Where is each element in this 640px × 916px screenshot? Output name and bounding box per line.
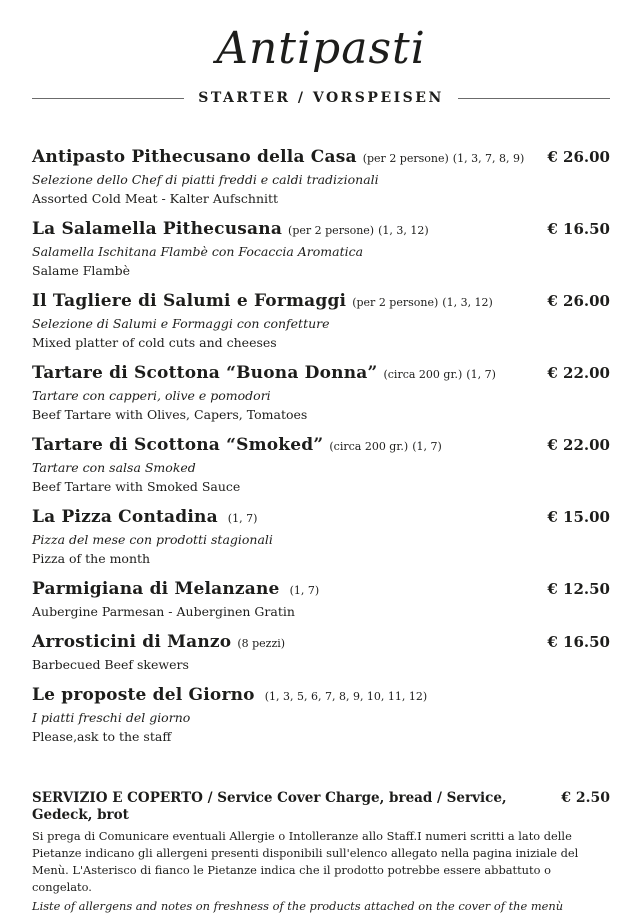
item-allergens: (1, 7) (412, 440, 442, 453)
item-price: € 26.00 (547, 148, 610, 166)
menu-item (32, 631, 610, 672)
item-description-italian: Tartare con capperi, olive e pomodori (32, 388, 271, 403)
item-description-italian: Selezione di Salumi e Formaggi con confetture (32, 316, 330, 331)
menu-item (32, 506, 610, 566)
item-head (32, 631, 610, 653)
item-notes (383, 368, 495, 381)
section-subtitle-row (32, 90, 610, 106)
item-head (32, 506, 610, 528)
page-title: Antipasti (216, 23, 426, 74)
item-description-italian: Salamella Ischitana Flambè con Focaccia Aromatica (32, 244, 364, 259)
item-description-italian: Selezione dello Chef di piatti freddi e caldi tradizionali (32, 172, 379, 187)
item-price: € 26.00 (547, 292, 610, 310)
item-price: € 22.00 (547, 436, 610, 454)
item-notes (363, 152, 525, 165)
item-description-italian: Pizza del mese con prodotti stagionali (32, 532, 273, 547)
item-allergens: (1, 3, 5, 6, 7, 8, 9, 10, 11, 12) (264, 690, 428, 703)
item-name: Tartare di Scottona “Buona Donna” (32, 363, 378, 383)
item-name: Parmigiana di Melanzane (32, 579, 280, 599)
item-head (32, 362, 610, 384)
item-description-english: Beef Tartare with Smoked Sauce (32, 479, 241, 494)
menu-item (32, 578, 610, 619)
item-notes (329, 440, 441, 453)
item-name: Arrosticini di Manzo (32, 632, 232, 652)
divider-line-right (458, 98, 610, 99)
item-portion: (per 2 persone) (362, 152, 449, 165)
item-description-english: Beef Tartare with Olives, Capers, Tomatoes (32, 407, 308, 422)
item-head (32, 146, 610, 168)
item-notes (224, 512, 258, 525)
item-allergens: (1, 7) (466, 368, 496, 381)
item-head (32, 290, 610, 312)
divider-line-left (32, 98, 184, 99)
item-head (32, 434, 610, 456)
item-notes (288, 224, 429, 237)
footer-service-line: SERVIZIO E COPERTO / Service Cover Charge, bread / Service, Gedeck, brot (32, 790, 507, 823)
item-description-italian: I piatti freschi del giorno (32, 710, 191, 725)
item-description-italian: Tartare con salsa Smoked (32, 460, 196, 475)
item-portion: (per 2 persone) (352, 296, 439, 309)
item-notes (286, 584, 320, 597)
item-name: La Salamella Pithecusana (32, 219, 283, 239)
footer-note-english: Liste of allergens and notes on freshness of the products attached on the cover of the menù (32, 899, 564, 914)
menu-item-list (32, 146, 610, 744)
item-description-english: Aubergine Parmesan - Auberginen Gratin (32, 604, 295, 619)
item-portion: (8 pezzi) (237, 637, 286, 650)
item-head (32, 218, 610, 240)
item-name: Le proposte del Giorno (32, 685, 255, 705)
footer-head (32, 790, 610, 824)
item-name: La Pizza Contadina (32, 507, 218, 527)
item-name: Tartare di Scottona “Smoked” (32, 435, 324, 455)
item-allergens: (1, 3, 12) (378, 224, 429, 237)
item-price: € 12.50 (547, 580, 610, 598)
item-allergens: (1, 3, 12) (442, 296, 493, 309)
item-portion: (per 2 persone) (288, 224, 375, 237)
item-allergens: (1, 7) (289, 584, 320, 597)
item-price: € 16.50 (547, 633, 610, 651)
item-description-english: Please,ask to the staff (32, 729, 172, 744)
menu-item (32, 434, 610, 494)
menu-item (32, 146, 610, 206)
item-head (32, 684, 610, 706)
item-description-english: Pizza of the month (32, 551, 151, 566)
item-notes (261, 690, 428, 703)
item-notes (352, 296, 493, 309)
menu-item (32, 684, 610, 744)
item-price: € 15.00 (547, 508, 610, 526)
item-description-english: Barbecued Beef skewers (32, 657, 189, 672)
item-allergens: (1, 7) (227, 512, 258, 525)
item-portion: (circa 200 gr.) (329, 440, 409, 453)
menu-item (32, 362, 610, 422)
item-name: Il Tagliere di Salumi e Formaggi (32, 291, 347, 311)
item-description-english: Salame Flambè (32, 263, 131, 278)
item-notes (237, 637, 289, 650)
item-head (32, 578, 610, 600)
item-allergens: (1, 3, 7, 8, 9) (452, 152, 525, 165)
menu-item (32, 218, 610, 278)
menu-item (32, 290, 610, 350)
section-subtitle: STARTER / VORSPEISEN (198, 90, 444, 106)
item-price: € 22.00 (547, 364, 610, 382)
item-price: € 16.50 (547, 220, 610, 238)
service-footer (32, 790, 610, 916)
item-description-english: Mixed platter of cold cuts and cheeses (32, 335, 277, 350)
footer-service-price: € 2.50 (561, 790, 610, 806)
footer-note-italian: Si prega di Comunicare eventuali Allergie o Intolleranze allo Staff.I numeri scritti a lato delle Pietanze indicano gli allergeni presenti disponibili sull'elenco allegato nella pagina iniziale del Menù. L'Asterisco di fianco le Pietanze indica che il prodotto potrebbe essere abbattuto o congelato. (32, 829, 579, 895)
item-name: Antipasto Pithecusano della Casa (32, 147, 357, 167)
item-portion: (circa 200 gr.) (383, 368, 463, 381)
item-description-english: Assorted Cold Meat - Kalter Aufschnitt (32, 191, 279, 206)
